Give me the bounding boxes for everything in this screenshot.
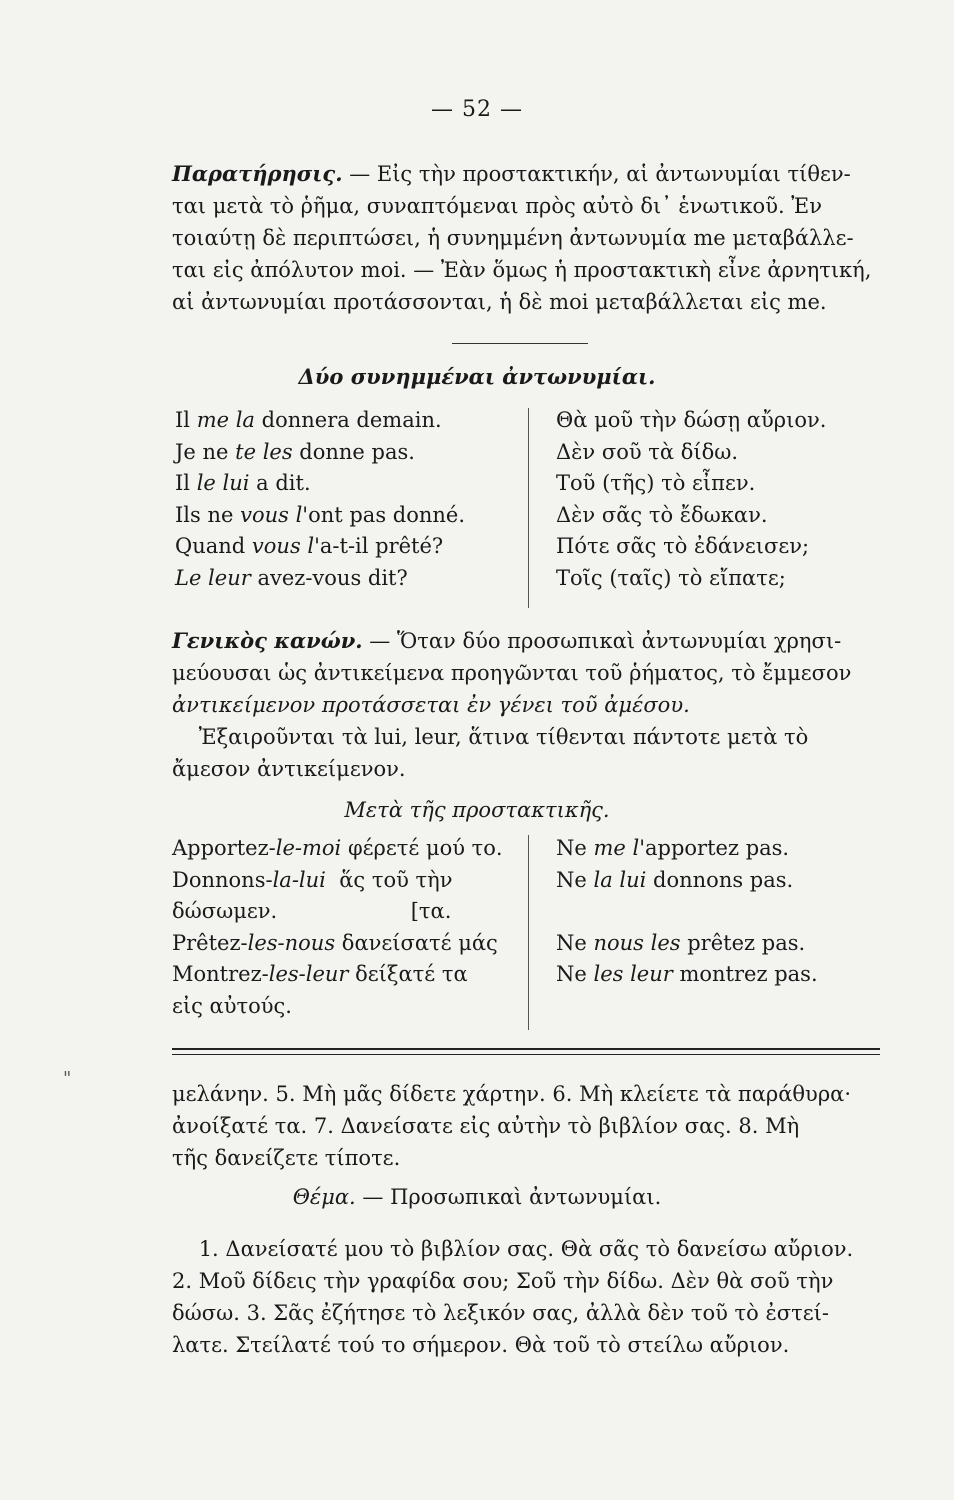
page-number: — 52 — (431, 97, 523, 122)
translation-row: Τοῖς (ταῖς) τὸ εἴπατε; (556, 565, 786, 590)
example-row: Ne la lui donnons pas. (556, 867, 794, 892)
text-line: Γενικὸς κανών. — Ὅταν δύο προσωπικαὶ ἀντωνυμίαι χρησι- (172, 628, 842, 653)
text-line: λατε. Στείλατέ τού το σήμερον. Θὰ τοῦ τὸ στείλω αὔριον. (172, 1333, 790, 1357)
double-rule-bottom (172, 1054, 880, 1055)
exercise-continuation (172, 1078, 878, 1174)
theme-heading: Θέμα. — Προσωπικαὶ ἀντωνυμίαι. (292, 1185, 662, 1209)
example-row: Je ne te les donne pas. (175, 439, 415, 464)
text-line: 1. Δανείσατέ μου τὸ βιβλίον σας. Θὰ σᾶς τὸ δανείσω αὔριον. (172, 1237, 854, 1261)
french-examples (175, 405, 465, 594)
text-line: Παρατήρησις. — Εἰς τὴν προστακτικήν, αἱ ἀντωνυμίαι τίθεν- (172, 161, 851, 186)
text-line: ἄμεσον ἀντικείμενον. (172, 757, 406, 781)
example-row: εἰς αὐτούς. (172, 993, 292, 1018)
text-line: αἱ ἀντωνυμίαι προτάσσονται, ἡ δὲ moi μεταβάλλεται εἰς me. (172, 290, 827, 314)
section-heading-imperative: Μετὰ τῆς προστακτικῆς. (344, 798, 610, 822)
translation-row: Θὰ μοῦ τὴν δώσῃ αὔριον. (556, 408, 827, 432)
text-line: τοιαύτῃ δὲ περιπτώσει, ἡ συνημμένη ἀντωνυμία me μεταβάλλε- (172, 226, 854, 250)
translation-row: Δὲν σᾶς τὸ ἔδωκαν. (556, 502, 768, 527)
example-row: Ne nous les prêtez pas. (556, 930, 806, 955)
section-divider (452, 343, 588, 344)
general-rule-paragraph (172, 625, 878, 785)
column-divider (528, 835, 529, 1030)
translation-row: Δὲν σοῦ τὰ δίδω. (556, 439, 739, 464)
example-row (556, 896, 818, 928)
example-row: Ne les leur montrez pas. (556, 962, 818, 986)
example-row: δώσωμεν. [τα. (172, 899, 452, 923)
theme-paragraph (172, 1233, 878, 1361)
double-rule-top (172, 1048, 880, 1050)
example-row: Quand vous l'a-t-il prêté? (175, 534, 444, 558)
text-line: μελάνην. 5. Μὴ μᾶς δίδετε χάρτην. 6. Μὴ κλείετε τὰ παράθυρα· (172, 1082, 852, 1106)
example-row: Montrez-les-leur δείξατέ τα (172, 962, 468, 986)
text-line: ται εἰς ἀπόλυτον moi. — Ἐὰν ὅμως ἡ προστακτικὴ εἶνε ἀρνητική, (172, 258, 872, 282)
text-line: ἀντικείμενον προτάσσεται ἐν γένει τοῦ ἀμέσου. (172, 693, 690, 717)
column-divider (528, 408, 529, 608)
imperative-negative (556, 833, 818, 991)
margin-mark: " (63, 1068, 72, 1089)
text-line: τῆς δανείζετε τίποτε. (172, 1146, 401, 1170)
example-row: Apportez-le-moi φέρετέ μού το. (172, 836, 503, 860)
greek-translations (556, 405, 826, 594)
section-heading-two-pronouns: Δύο συνημμέναι ἀντωνυμίαι. (298, 364, 656, 389)
example-row: Ils ne vous l'ont pas donné. (175, 502, 466, 527)
example-row: Prêtez-les-nous δανείσατέ μάς (172, 930, 498, 955)
text-line: ται μετὰ τὸ ῥῆμα, συναπτόμεναι πρὸς αὐτὸ δι᾽ ἑνωτικοῦ. Ἐν (172, 194, 822, 218)
example-row: Ne me l'apportez pas. (556, 836, 790, 860)
imperative-affirmative (172, 833, 503, 1022)
example-row: Le leur avez-vous dit? (175, 565, 408, 590)
example-row: Il le lui a dit. (175, 471, 311, 495)
example-row: Donnons-la-lui ἅς τοῦ τὴν (172, 867, 453, 892)
observation-paragraph (172, 158, 878, 318)
example-row: Il me la donnera demain. (175, 408, 442, 432)
text-line: δώσω. 3. Σᾶς ἐζήτησε τὸ λεξικόν σας, ἀλλὰ δὲν τοῦ τὸ ἐστεί- (172, 1301, 829, 1325)
text-line: ἀνοίξατέ τα. 7. Δανείσατε εἰς αὐτὴν τὸ βιβλίον σας. 8. Μὴ (172, 1114, 800, 1138)
translation-row: Πότε σᾶς τὸ ἐδάνεισεν; (556, 534, 810, 558)
text-line: μεύουσαι ὡς ἀντικείμενα προηγῶνται τοῦ ῥήματος, τὸ ἔμμεσον (172, 661, 852, 685)
text-line: 2. Μοῦ δίδεις τὴν γραφίδα σου; Σοῦ τὴν δίδω. Δὲν θὰ σοῦ τὴν (172, 1269, 834, 1293)
text-line: Ἐξαιροῦνται τὰ lui, leur, ἅτινα τίθενται πάντοτε μετὰ τὸ (172, 725, 809, 749)
translation-row: Τοῦ (τῆς) τὸ εἶπεν. (556, 471, 756, 495)
